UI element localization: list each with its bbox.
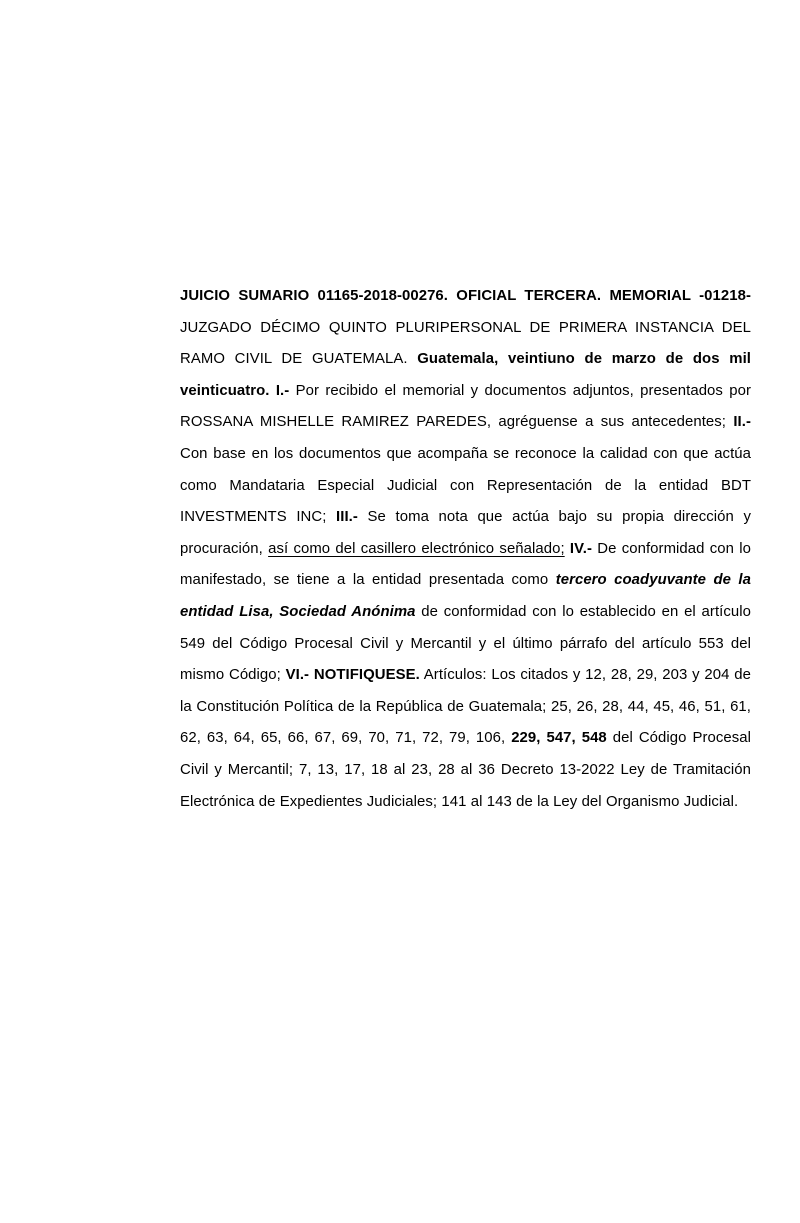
text-segment-articulos-destacados: 229, 547, 548 [511, 730, 607, 747]
text-segment-numeral-i: I.- [269, 382, 290, 399]
text-segment-texto-numeral-iv-a: De conformidad con lo manifestado, se tiene a la entidad presentada como [180, 540, 756, 589]
text-segment-articulos-citados-a: Artículos: Los citados y 12, 28, 29, 203 y 204 de la Constitución Política de la República de Guatemala; 25, 26, 28, 44, 45, 46, 51, 61, 62, 63, 64, 65, 66, 67, 69, 70, 71, 72, 79, 106, [180, 667, 756, 747]
text-segment-tercero-coadyuvante: tercero coadyuvante de la entidad Lisa, Sociedad Anónima [180, 572, 756, 620]
text-segment-lugar-y-fecha: Guatemala, veintiuno de marzo de dos mil veinticuatro. [180, 351, 756, 399]
resolution-body [180, 281, 756, 818]
text-segment-casillero-electronico: así como del casillero electrónico señalado; [268, 540, 565, 557]
text-segment-articulos-citados-b: del Código Procesal Civil y Mercantil; 7, 13, 17, 18 al 23, 28 al 36 Decreto 13-2022 Ley de Tramitación Electrónica de Expedientes Judiciales; 141 al 143 de la Ley del Organismo Judicial. [180, 730, 756, 810]
text-segment-numeral-iii: III.- [326, 509, 358, 526]
text-segment-numeral-vi-notifiquese: VI.- NOTIFIQUESE. [280, 667, 420, 684]
text-segment-texto-numeral-iii-a: Se toma nota que actúa bajo su propia dirección y procuración, [180, 509, 756, 557]
resolution-paragraph [180, 281, 756, 818]
text-segment-texto-numeral-iv-b: de conformidad con lo establecido en el artículo 549 del Código Procesal Civil y Mercantil y el último párrafo del artículo 553 del mismo Código; [180, 603, 756, 684]
text-segment-texto-numeral-ii: Con base en los documentos que acompaña se reconoce la calidad con que actúa como Mandataria Especial Judicial con Representación de la entidad BDT INVESTMENTS INC; [180, 414, 756, 526]
text-segment-numeral-ii: II.- [726, 414, 751, 431]
text-segment-texto-numeral-i: Por recibido el memorial y documentos adjuntos, presentados por ROSSANA MISHELLE RAMIREZ PAREDES, agréguense a sus antecedentes; [180, 382, 756, 431]
text-segment-juzgado: JUZGADO DÉCIMO QUINTO PLURIPERSONAL DE PRIMERA INSTANCIA DEL RAMO CIVIL DE GUATEMALA. [180, 288, 756, 368]
text-segment-encabezado-expediente: JUICIO SUMARIO 01165-2018-00276. OFICIAL TERCERA. MEMORIAL -01218- [180, 288, 751, 304]
text-segment-numeral-iv: IV.- [564, 540, 593, 557]
